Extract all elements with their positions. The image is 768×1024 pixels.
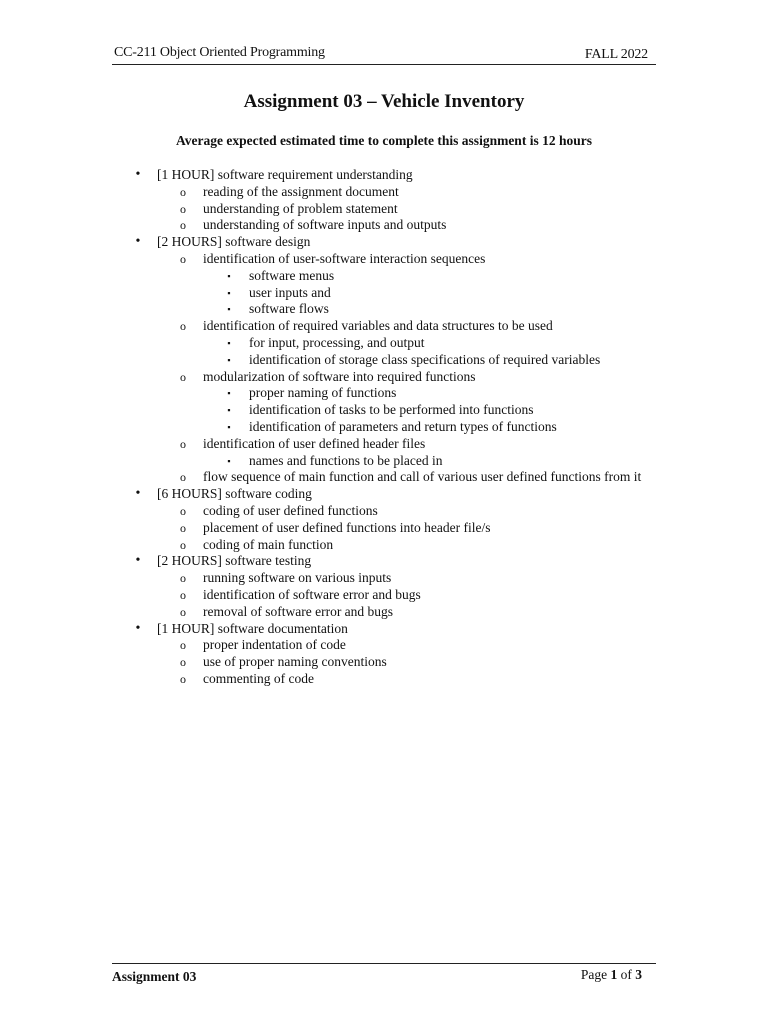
page-current: 1 [610,967,618,982]
subtask-item [0,301,768,318]
bullet-marker-level-3: ▪ [227,354,231,365]
task-item [0,520,768,537]
bullet-marker-level-2: o [180,587,186,602]
bullet-marker-level-2: o [180,319,186,334]
bullet-marker-level-2: o [180,251,186,266]
task-breakdown-list [0,167,768,688]
bullet-marker-level-3: ▪ [227,337,231,348]
bullet-marker-level-3: ▪ [227,421,231,432]
document-title: Assignment 03 – Vehicle Inventory [243,91,525,112]
task-item-text: identification of required variables and data structures to be used [203,318,553,334]
task-item [0,436,768,453]
bullet-marker-level-2: o [180,503,186,518]
bullet-marker-level-2: o [180,537,186,552]
task-item [0,637,768,654]
term-label: FALL 2022 [584,47,648,62]
page-total: 3 [635,967,642,982]
bullet-marker-level-2: o [180,655,186,670]
phase-item-text: [2 HOURS] software design [157,234,311,250]
task-item [0,201,768,218]
task-item-text: removal of software error and bugs [203,603,394,619]
subtask-item-text: names and functions to be placed in [249,452,443,468]
phase-item [0,621,768,638]
subtask-item [0,268,768,285]
task-item-text: coding of main function [203,536,334,552]
task-item [0,604,768,621]
task-item [0,587,768,604]
bullet-marker-level-3: ▪ [227,304,231,315]
task-item [0,217,768,234]
task-item [0,570,768,587]
page-header [112,44,656,65]
subtask-item [0,335,768,352]
task-item-text: identification of user defined header files [203,435,426,451]
task-item-text: coding of user defined functions [203,502,378,518]
subtask-item [0,352,768,369]
bullet-marker-level-2: o [180,470,186,485]
task-item-text: placement of user defined functions into header file/s [203,519,491,535]
bullet-marker-level-2: o [180,369,186,384]
bullet-marker-level-1: • [135,553,141,569]
task-item-text: identification of user-software interaction sequences [203,250,486,266]
bullet-marker-level-2: o [180,520,186,535]
estimated-time-note: Average expected estimated time to complete this assignment is 12 hours [176,133,592,148]
bullet-marker-level-1: • [135,234,141,250]
subtask-item [0,453,768,470]
bullet-marker-level-3: ▪ [227,405,231,416]
bullet-marker-level-1: • [135,620,141,636]
task-item [0,537,768,554]
subtask-item-text: software flows [249,301,329,317]
bullet-marker-level-2: o [180,571,186,586]
subtask-item [0,402,768,419]
task-item [0,654,768,671]
page-number [581,967,642,983]
phase-item [0,167,768,184]
bullet-marker-level-3: ▪ [227,388,231,399]
bullet-marker-level-2: o [180,638,186,653]
task-item-text: proper indentation of code [203,637,346,653]
bullet-marker-level-2: o [180,671,186,686]
page-prefix: Page [580,967,608,982]
bullet-marker-level-2: o [180,604,186,619]
subtask-item-text: user inputs and [249,284,331,300]
course-name: CC-211 Object Oriented Programming [114,45,325,60]
task-item-text: commenting of code [203,670,314,686]
subtask-item-text: software menus [249,267,335,283]
bullet-marker-level-3: ▪ [227,287,231,298]
task-item [0,184,768,201]
subtask-item [0,419,768,436]
phase-item-text: [6 HOURS] software coding [157,486,312,502]
phase-item [0,486,768,503]
subtask-item-text: identification of storage class specifications of required variables [249,351,601,367]
phase-item [0,553,768,570]
bullet-marker-level-3: ▪ [227,455,231,466]
task-item-text: modularization of software into required functions [203,368,476,384]
task-item-text: reading of the assignment document [203,183,399,199]
phase-item-text: [1 HOUR] software requirement understanding [157,167,413,182]
task-item [0,503,768,520]
task-item-text: use of proper naming conventions [203,654,387,670]
bullet-marker-level-2: o [180,201,186,216]
page-of: of [620,967,632,982]
task-item [0,469,768,486]
bullet-marker-level-2: o [180,184,186,199]
subtask-item [0,385,768,402]
task-item [0,671,768,688]
footer-assignment-label: Assignment 03 [112,969,197,984]
subtask-item-text: identification of parameters and return types of functions [249,418,557,434]
task-item-text: flow sequence of main function and call of various user defined functions from it [203,469,642,485]
task-item-text: understanding of problem statement [203,200,398,216]
subtask-item-text: proper naming of functions [249,385,397,401]
subtask-item [0,285,768,302]
phase-item-text: [2 HOURS] software testing [157,553,312,569]
bullet-marker-level-2: o [180,436,186,451]
phase-item [0,234,768,251]
task-item-text: running software on various inputs [203,570,392,586]
task-item [0,251,768,268]
task-item [0,318,768,335]
task-item [0,369,768,386]
phase-item-text: [1 HOUR] software documentation [157,620,348,636]
bullet-marker-level-2: o [180,218,186,233]
task-item-text: understanding of software inputs and outputs [203,217,447,233]
bullet-marker-level-3: ▪ [227,270,231,281]
subtask-item-text: identification of tasks to be performed into functions [249,402,534,418]
bullet-marker-level-1: • [135,486,141,502]
subtask-item-text: for input, processing, and output [249,334,425,350]
page-footer [112,963,656,988]
bullet-marker-level-1: • [135,167,141,182]
task-item-text: identification of software error and bugs [203,586,421,602]
